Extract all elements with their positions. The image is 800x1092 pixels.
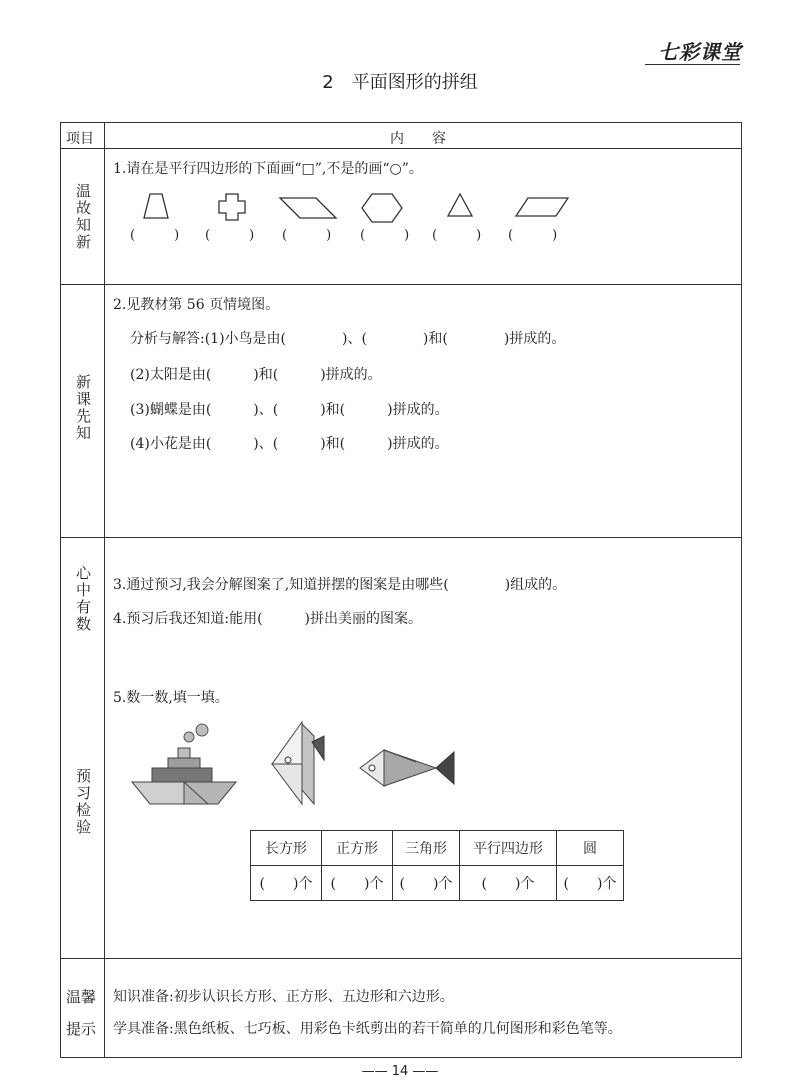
shapes-row (120, 186, 590, 226)
header-rectangle: 长方形 (251, 831, 322, 866)
column-divider (104, 122, 105, 1058)
answer-blank[interactable]: ( ) (432, 228, 482, 243)
answer-blank[interactable]: ( ) (360, 228, 410, 243)
count-table-answer-row (251, 866, 624, 901)
section-label-tips-1: 温馨 (66, 988, 97, 1006)
angelfish-picture (268, 720, 334, 806)
answer-blank[interactable]: ( ) (205, 228, 255, 243)
section-label-preview: 新课先知 (74, 374, 92, 442)
triangle-shape (448, 194, 472, 216)
header-item: 项目 (66, 131, 94, 147)
question-5: 5.数一数,填一填。 (113, 690, 229, 706)
brand-logo: 七彩课堂 (658, 40, 742, 64)
header-content: 内 容 (390, 131, 446, 147)
question-2-line-4: (4)小花是由( )、( )和( )拼成的。 (130, 436, 449, 452)
header-parallelogram: 平行四边形 (460, 831, 557, 866)
hexagon-shape (362, 194, 402, 222)
page-number-value: 14 (391, 1064, 409, 1079)
question-2: 2.见教材第 56 页情境图。 (113, 297, 280, 313)
question-2-line-1: 分析与解答:(1)小鸟是由( )、( )和( )拼成的。 (130, 331, 566, 347)
count-cell-parallelogram[interactable]: ( )个 (460, 866, 557, 901)
section-label-mind: 心中有数 (74, 565, 92, 633)
question-3: 3.通过预习,我会分解图案了,知道拼摆的图案是由哪些( )组成的。 (113, 577, 567, 593)
count-cell-triangle[interactable]: ( )个 (393, 866, 460, 901)
header-triangle: 三角形 (393, 831, 460, 866)
parallelogram-shape-2 (516, 198, 568, 216)
question-4: 4.预习后我还知道:能用( )拼出美丽的图案。 (113, 611, 422, 627)
row-divider (60, 958, 742, 959)
header-square: 正方形 (322, 831, 393, 866)
tip-knowledge: 知识准备:初步认识长方形、正方形、五边形和六边形。 (113, 989, 454, 1005)
count-table-header-row (251, 831, 624, 866)
count-cell-circle[interactable]: ( )个 (557, 866, 624, 901)
section-label-check: 预习检验 (74, 768, 92, 836)
trapezoid-shape (144, 194, 168, 218)
answer-blank[interactable]: ( ) (508, 228, 558, 243)
fish-picture (356, 744, 458, 792)
question-2-line-2: (2)太阳是由( )和( )拼成的。 (130, 367, 382, 383)
brand-underline (645, 64, 740, 65)
header-circle: 圆 (557, 831, 624, 866)
row-divider (60, 148, 742, 149)
count-cell-rectangle[interactable]: ( )个 (251, 866, 322, 901)
tip-materials: 学具准备:黑色纸板、七巧板、用彩色卡纸剪出的若干简单的几何图形和彩色笔等。 (113, 1021, 622, 1037)
answer-blank[interactable]: ( ) (130, 228, 180, 243)
row-divider (60, 284, 742, 285)
page-number: —— 14 —— (361, 1064, 439, 1079)
answer-blank[interactable]: ( ) (282, 228, 332, 243)
question-2-line-3: (3)蝴蝶是由( )、( )和( )拼成的。 (130, 402, 449, 418)
question-1: 1.请在是平行四边形的下面画“□”,不是的画“○”。 (113, 161, 423, 177)
cross-shape (219, 194, 245, 220)
page-title: 2 平面图形的拼组 (322, 72, 478, 93)
boat-picture (128, 720, 240, 806)
count-table (250, 830, 624, 901)
section-label-review: 温故知新 (74, 183, 92, 251)
count-cell-square[interactable]: ( )个 (322, 866, 393, 901)
section-label-tips-2: 提示 (66, 1020, 97, 1038)
parallelogram-shape (280, 198, 336, 218)
row-divider (60, 537, 742, 538)
